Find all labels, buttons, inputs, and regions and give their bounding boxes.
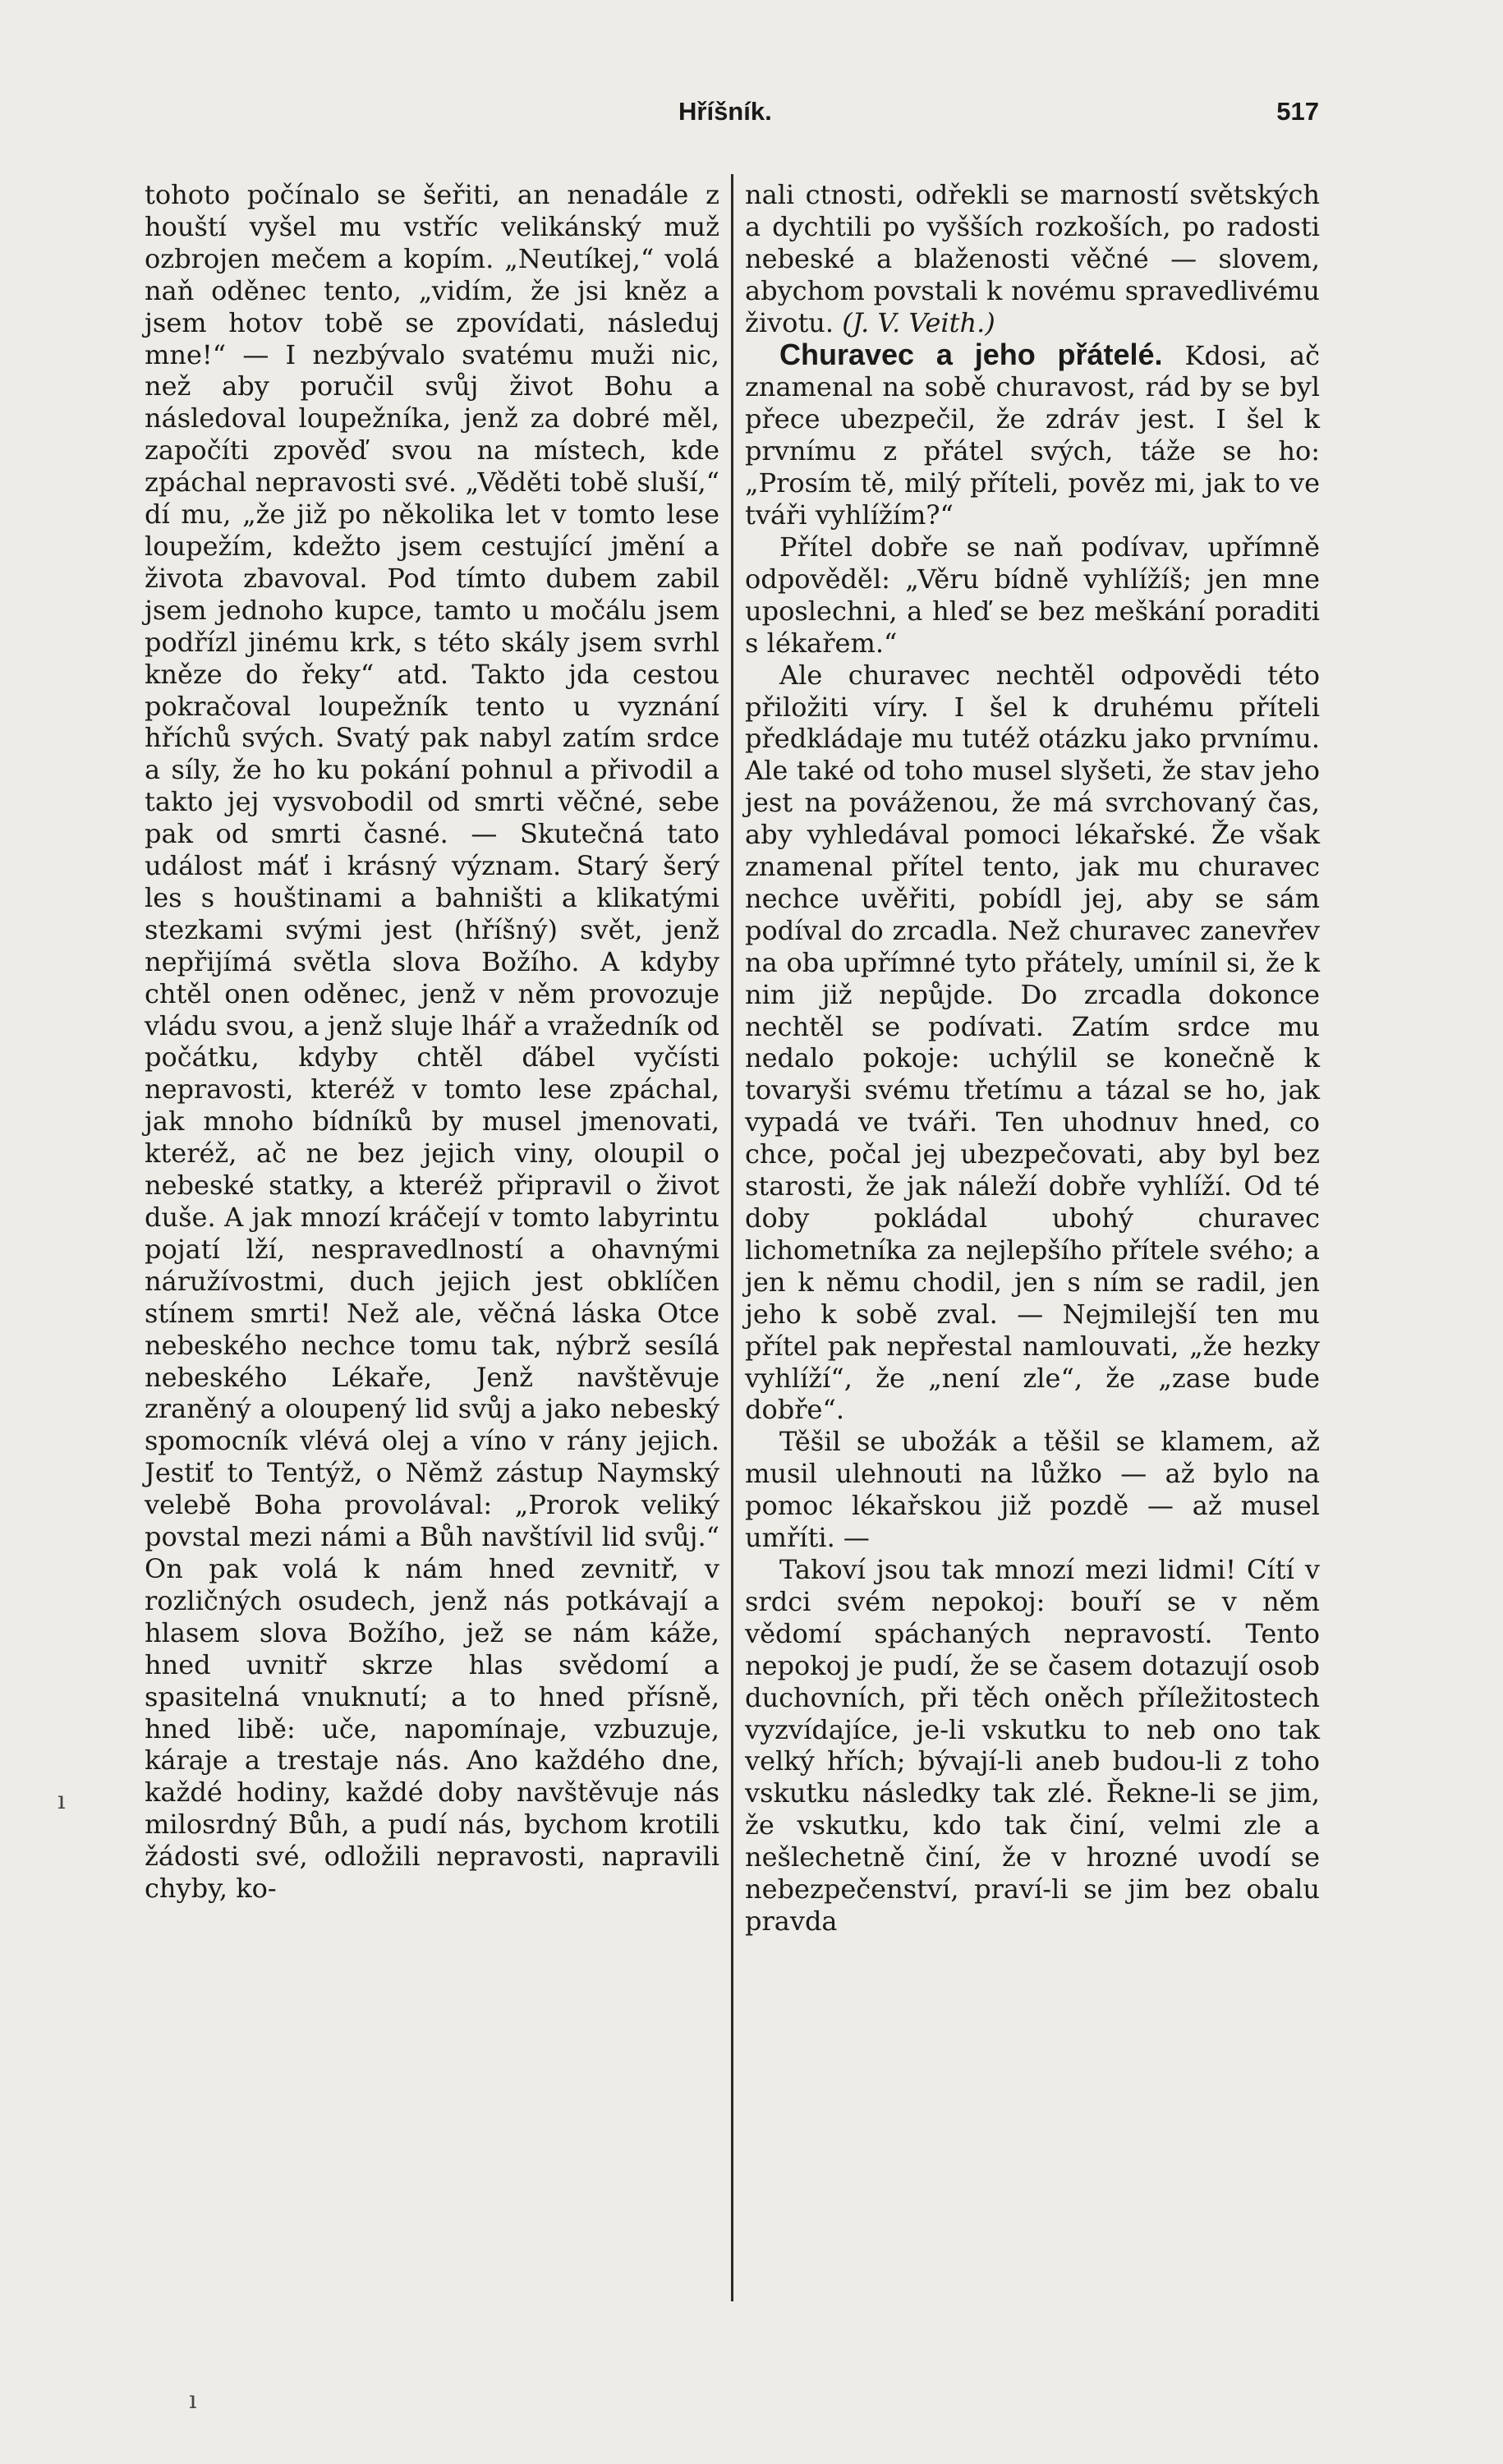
running-header <box>678 97 1319 126</box>
right-paragraph-4: Ale churavec nechtěl odpovědi této přiložiti víry. I šel k druhému příteli předkládaje mu tutéž otázku jako prvnímu. Ale také od toho musel slyšeti, že stav jeho jest na pováženou, že má svrchovaný čas, aby vyhledával pomoci lékařské. Že však znamenal přítel tento, jak mu churavec nechce uvěřiti, pobídl jej, aby se sám podíval do zrcadla. Než churavec zanevřev na oba upřímné tyto přátely, umínil si, že k nim již nepůjde. Do zrcadla dokonce nechtěl se podívati. Zatím srdce mu nedalo pokoje: uchýlil se konečně k tovaryši svému třetímu a tázal se ho, jak vypadá ve tváři. Ten uhodnuv hned, co chce, počal jej ubezpečovati, aby byl bez starosti, že jak náleží dobře vyhlíží. Od té doby pokládal ubohý churavec lichometníka za nejlepšího přítele svého; a jen k němu chodil, jen s ním se radil, jen jeho k sobě zval. — Nejmilejší ten mu přítel pak nepřestal namlouvati, „že hezky vyhlíží“, že „není zle“, že „zase bude dobře“. <box>745 659 1320 1426</box>
right-paragraph-5: Těšil se ubožák a těšil se klamem, až musil ulehnouti na lůžko — až bylo na pomoc lékařskou již pozdě — až musel umříti. — <box>745 1426 1320 1554</box>
citation: (J. V. Veith.) <box>842 306 995 338</box>
right-paragraph-6: Takoví jsou tak mnozí mezi lidmi! Cítí v srdci svém nepokoj: bouří se v něm vědomí spáchaných nepravostí. Tento nepokoj je pudí, že se časem dotazují osob duchovních, při těch oněch příležitostech vyzvídajíce, je-li vskutku to neb ono tak velký hřích; bývají-li aneb budou-li z toho vskutku následky tak zlé. Řekne-li se jim, že vskutku, kdo tak činí, velmi zle a nešlechetně činí, že v hrozné uvodí se nebezpečenství, praví-li se jim bez obalu pravda <box>745 1553 1320 1937</box>
article-intro <box>745 339 1320 531</box>
margin-mark-left: ı <box>57 1786 66 1815</box>
right-column <box>745 179 1320 1938</box>
right-paragraph-3: Přítel dobře se naň podívav, upřímně odpověděl: „Věru bídně vyhlížíš; jen mne uposlechni, a hleď se bez meškání poraditi s lékařem.“ <box>745 531 1320 659</box>
left-paragraph-1: tohoto počínalo se šeřiti, an nenadále z houští vyšel mu vstříc velikánský muž ozbrojen mečem a kopím. „Neutíkej,“ volá naň oděnec tento, „vidím, že jsi kněz a jsem hotov tobě se zpovídati, následuj mne!“ — I nezbývalo svatému muži nic, než aby poručil svůj život Bohu a následoval loupežníka, jenž za dobré měl, započíti zpověď svou na místech, kde zpáchal nepravosti své. „Věděti tobě sluší,“ dí mu, „že již po několika let v tomto lese loupežím, kdežto jsem cestující jmění a života zbavoval. Pod tímto dubem zabil jsem jednoho kupce, tamto u močálu jsem podřízl jinému krk, s této skály jsem svrhl kněze do řeky“ atd. Takto jda cestou pokračoval loupežník tento u vyznání hříchů svých. Svatý pak nabyl zatím srdce a síly, že ho ku pokání pohnul a přivodil a takto jej vysvobodil od smrti věčné, sebe pak od smrti časné. — Skutečná tato událost máť i krásný význam. Starý šerý les s houštinami a bahništi a klikatými stezkami svými jest (hříšný) svět, jenž nepřijímá světla slova Božího. A kdyby chtěl onen oděnec, jenž v něm provozuje vládu svou, a jenž sluje lhář a vražedník od počátku, kdyby chtěl ďábel vyčísti nepravosti, kteréž v tomto lese zpáchal, jak mnoho bídníků by musel jmenovati, kteréž, ač ne bez jejich viny, oloupil o nebeské statky, a kteréž připravil o život duše. A jak mnozí kráčejí v tomto labyrintu pojatí lží, nespravedlností a ohavnými náružívostmi, duch jejich jest obklíčen stínem smrti! Než ale, věčná láska Otce nebeského nechce tomu tak, nýbrž sesílá nebeského Lékaře, Jenž navštěvuje zraněný a oloupený lid svůj a jako nebeský spomocník vlévá olej a víno v rány jejich. Jestiť to Tentýž, o Němž zástup Naymský velebě Boha provolával: „Prorok veliký povstal mezi námi a Bůh navštívil lid svůj.“ On pak volá k nám hned zevnitř, v rozličných osudech, jenž nás potkávají a hlasem slova Božího, jež se nám káže, hned uvnitř skrze hlas svědomí a spasitelná vnuknutí; a to hned přísně, hned libě: uče, napomínaje, vzbuzuje, káraje a trestaje nás. Ano každého dne, každé hodiny, každé doby navštěvuje nás milosrdný Bůh, a pudí nás, bychom krotili žádosti své, odložili nepravosti, napravili chyby, ko- <box>145 179 719 1905</box>
continued-text: nali ctnosti, odřekli se marností světských a dychtili po vyšších rozkoších, po radosti nebeské a blaženosti věčné — slovem, abychom povstali k novému spravedlivému životu. <box>745 179 1320 338</box>
left-column <box>145 179 719 1905</box>
article-title: Churavec a jeho přátelé. <box>779 337 1163 371</box>
page-number: 517 <box>1276 97 1319 126</box>
column-divider <box>731 174 733 2301</box>
running-title: Hříšník. <box>678 97 772 126</box>
right-paragraph-2: Kdosi, ač znamenal na sobě churavost, rád by se byl přece ubezpečil, že zdráv jest. I šel k prvnímu z přátel svých, táže se ho: „Prosím tě, milý příteli, pověz mi, jak to ve tváři vyhlížím?“ <box>745 339 1321 531</box>
margin-mark-bottom: ı <box>189 2386 197 2415</box>
right-paragraph-1 <box>745 179 1320 339</box>
